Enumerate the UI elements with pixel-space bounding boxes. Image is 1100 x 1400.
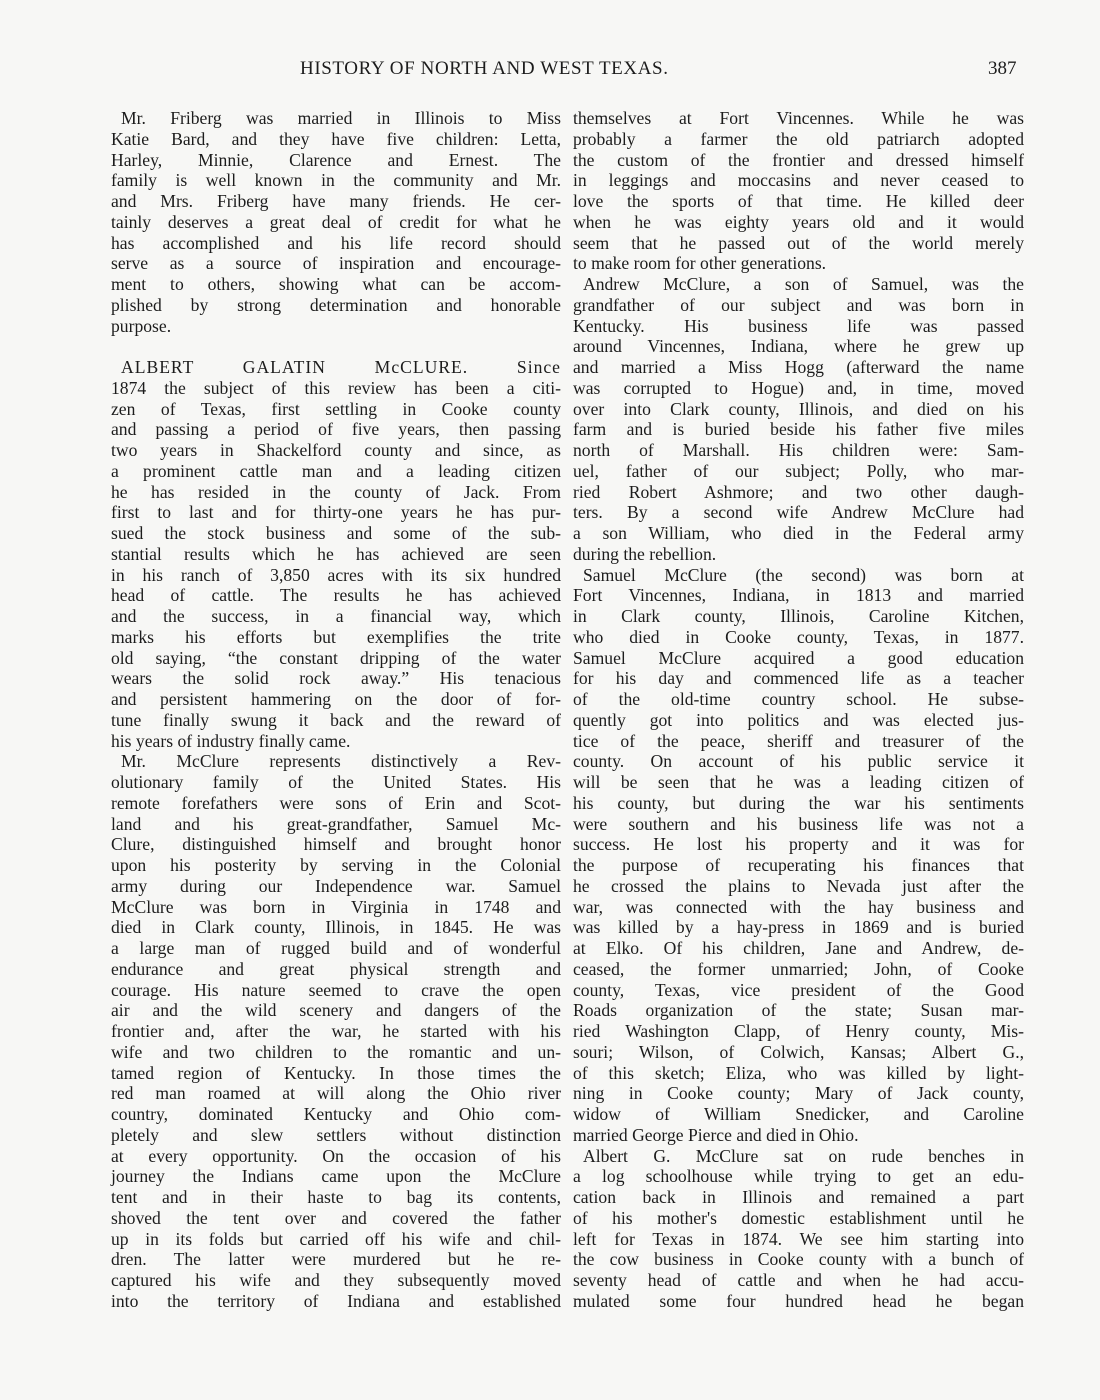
text-line: at every opportunity. On the occasion of his [111,1145,561,1166]
text-line: Mr. Friberg was married in Illinois to Miss [121,108,561,128]
text-line: dren. The latter were murdered but he re- [111,1249,561,1270]
text-line: into the territory of Indiana and established [111,1290,561,1311]
text-line: the cow business in Cooke county with a bunch of [573,1249,1024,1270]
text-line: and passing a period of five years, then passing [111,419,561,440]
text-line: his county, but during the war his sentiments [573,792,1024,813]
text-line: head of cattle. The results he has achieved [111,585,561,606]
text-line: plished by strong determination and honorable [111,294,561,315]
text-line: shoved the tent over and covered the father [111,1207,561,1228]
left-column [111,108,561,1312]
text-line: probably a farmer the old patriarch adopted [573,128,1024,149]
text-line: married George Pierce and died in Ohio. [573,1124,859,1145]
text-line: seventy head of cattle and when he had accu- [573,1270,1024,1290]
text-line: Harley, Minnie, Clarence and Ernest. The [111,149,561,170]
text-line: love the sports of that time. He killed deer [573,191,1024,211]
text-line: ning in Cooke county; Mary of Jack county, [573,1083,1024,1104]
text-line: country, dominated Kentucky and Ohio com- [111,1104,561,1124]
text-line: Clure, distinguished himself and brought honor [111,834,561,855]
text-line: tune finally swung it back and the reward of [111,709,561,730]
text-line: the purpose of recuperating his finances that [573,855,1024,875]
text-line: in his ranch of 3,850 acres with its six hundred [111,564,561,585]
text-line: was killed by a hay-press in 1869 and is buried [573,917,1024,938]
paragraph-gap [111,336,561,357]
text-line: a son William, who died in the Federal army [573,523,1024,543]
text-line: remote forefathers were sons of Erin and Scot- [111,792,561,813]
text-line: were southern and his business life was not a [573,813,1024,834]
text-line: upon his posterity by serving in the Colonial [111,855,561,875]
text-line: at Elko. Of his children, Jane and Andrew, de- [573,938,1024,958]
text-line: and married a Miss Hogg (afterward the name [573,357,1024,377]
text-line: in leggings and moccasins and never ceased to [573,170,1024,191]
text-line: wife and two children to the romantic and un- [111,1041,561,1062]
text-line: ment to others, showing what can be accom- [111,274,561,294]
text-line: cation back in Illinois and remained a part [573,1187,1024,1207]
text-line: ried Robert Ashmore; and two other daugh- [573,481,1024,502]
text-line: tent and in their haste to bag its contents, [111,1187,561,1207]
text-line: left for Texas in 1874. We see him starting into [573,1228,1024,1249]
text-line: journey the Indians came upon the McClure [111,1166,561,1187]
text-line: and the success, in a financial way, which [111,606,561,626]
text-line: old saying, “the constant dripping of the water [111,647,561,668]
text-line: tamed region of Kentucky. In those times the [111,1062,561,1083]
text-line: a log schoolhouse while trying to get an edu- [573,1166,1024,1187]
text-line: purpose. [111,315,172,336]
right-column [573,108,1024,1312]
text-line: died in Clark county, Illinois, in 1845. He was [111,917,561,938]
text-line: stantial results which he has achieved are seen [111,543,561,564]
text-line: was corrupted to Hogue) and, in time, moved [573,377,1024,398]
text-line: serve as a source of inspiration and encourage- [111,253,561,274]
text-line: will be seen that he was a leading citizen of [573,772,1024,792]
text-line: when he was eighty years old and it would [573,211,1024,232]
text-line: tice of the peace, sheriff and treasurer of the [573,730,1024,751]
text-line: red man roamed at will along the Ohio river [111,1083,561,1104]
page-header [0,58,1100,88]
text-line: ceased, the former unmarried; John, of Cooke [573,958,1024,979]
text-line: Roads organization of the state; Susan mar- [573,1000,1024,1021]
text-line: mulated some four hundred head he began [573,1290,1024,1311]
text-line: air and the wild scenery and dangers of the [111,1000,561,1021]
text-line: widow of William Snedicker, and Caroline [573,1104,1024,1124]
text-line: first to last and for thirty-one years he has pur- [111,502,561,523]
text-line: of his mother's domestic establishment until he [573,1207,1024,1228]
text-line: army during our Independence war. Samuel [111,875,561,896]
text-line: captured his wife and they subsequently moved [111,1270,561,1290]
text-line: pletely and slew settlers without distinction [111,1124,561,1145]
text-line: Samuel McClure acquired a good education [573,647,1024,668]
text-line: up in its folds but carried off his wife and chil- [111,1228,561,1249]
text-line: themselves at Fort Vincennes. While he was [573,108,1024,128]
text-line: county, Texas, vice president of the Good [573,979,1024,1000]
text-line: seem that he passed out of the world merely [573,232,1024,253]
text-line: he crossed the plains to Nevada just after the [573,875,1024,896]
text-line: north of Marshall. His children were: Sam- [573,440,1024,460]
text-line: ters. By a second wife Andrew McClure had [573,502,1024,523]
text-line: Mr. McClure represents distinctively a Rev- [121,751,561,772]
text-line: success. He lost his property and it was for [573,834,1024,855]
text-line: uel, father of our subject; Polly, who mar- [573,460,1024,481]
text-line: courage. His nature seemed to crave the open [111,979,561,1000]
text-line: Samuel McClure (the second) was born at [583,564,1024,585]
text-line: Fort Vincennes, Indiana, in 1813 and married [573,585,1024,606]
text-line: war, was connected with the hay business and [573,896,1024,917]
text-line: to make room for other generations. [573,253,827,274]
text-line: has accomplished and his life record should [111,232,561,253]
text-line: and Mrs. Friberg have many friends. He cer- [111,191,561,211]
text-line: land and his great-grandfather, Samuel Mc- [111,813,561,834]
text-line: endurance and great physical strength and [111,958,561,979]
text-line: 1874 the subject of this review has been a citi- [111,377,561,398]
text-line: zen of Texas, first settling in Cooke county [111,398,561,419]
text-line: Kentucky. His business life was passed [573,315,1024,336]
text-line: his years of industry finally came. [111,730,351,751]
text-line: souri; Wilson, of Colwich, Kansas; Albert G., [573,1041,1024,1062]
text-line: marks his efforts but exemplifies the trite [111,626,561,647]
text-line: tainly deserves a great deal of credit for what he [111,211,561,232]
text-line: a prominent cattle man and a leading citizen [111,460,561,481]
text-line: for his day and commenced life as a teacher [573,668,1024,689]
text-line: a large man of rugged build and of wonderful [111,938,561,958]
text-line: sued the stock business and some of the sub- [111,523,561,543]
text-line: Andrew McClure, a son of Samuel, was the [583,274,1024,294]
text-line: two years in Shackelford county and since, as [111,440,561,460]
page-number: 387 [988,58,1017,79]
text-line: frontier and, after the war, he started with his [111,1021,561,1041]
running-title: HISTORY OF NORTH AND WEST TEXAS. [300,58,669,79]
text-line: county. On account of his public service it [573,751,1024,772]
text-line: family is well known in the community and Mr. [111,170,561,191]
text-line: Albert G. McClure sat on rude benches in [583,1145,1024,1166]
text-line: ried Washington Clapp, of Henry county, Mis- [573,1021,1024,1041]
text-line: in Clark county, Illinois, Caroline Kitchen, [573,606,1024,626]
text-line: and persistent hammering on the door of for- [111,689,561,709]
text-line: the custom of the frontier and dressed himself [573,149,1024,170]
text-line: quently got into politics and was elected jus- [573,709,1024,730]
text-line: who died in Cooke county, Texas, in 1877. [573,626,1024,647]
text-line: of the old-time country school. He subse- [573,689,1024,709]
text-line: during the rebellion. [573,543,717,564]
text-line: over into Clark county, Illinois, and died on his [573,398,1024,419]
text-line: farm and is buried beside his father five miles [573,419,1024,440]
text-line: grandfather of our subject and was born in [573,294,1024,315]
text-line: around Vincennes, Indiana, where he grew up [573,336,1024,357]
text-line: olutionary family of the United States. His [111,772,561,792]
biography-heading-line: ALBERT GALATIN McCLURE. Since [121,357,561,377]
text-line: McClure was born in Virginia in 1748 and [111,896,561,917]
text-line: Katie Bard, and they have five children: Letta, [111,128,561,149]
text-line: he has resided in the county of Jack. From [111,481,561,502]
text-line: wears the solid rock away.” His tenacious [111,668,561,689]
text-line: of this sketch; Eliza, who was killed by light- [573,1062,1024,1083]
